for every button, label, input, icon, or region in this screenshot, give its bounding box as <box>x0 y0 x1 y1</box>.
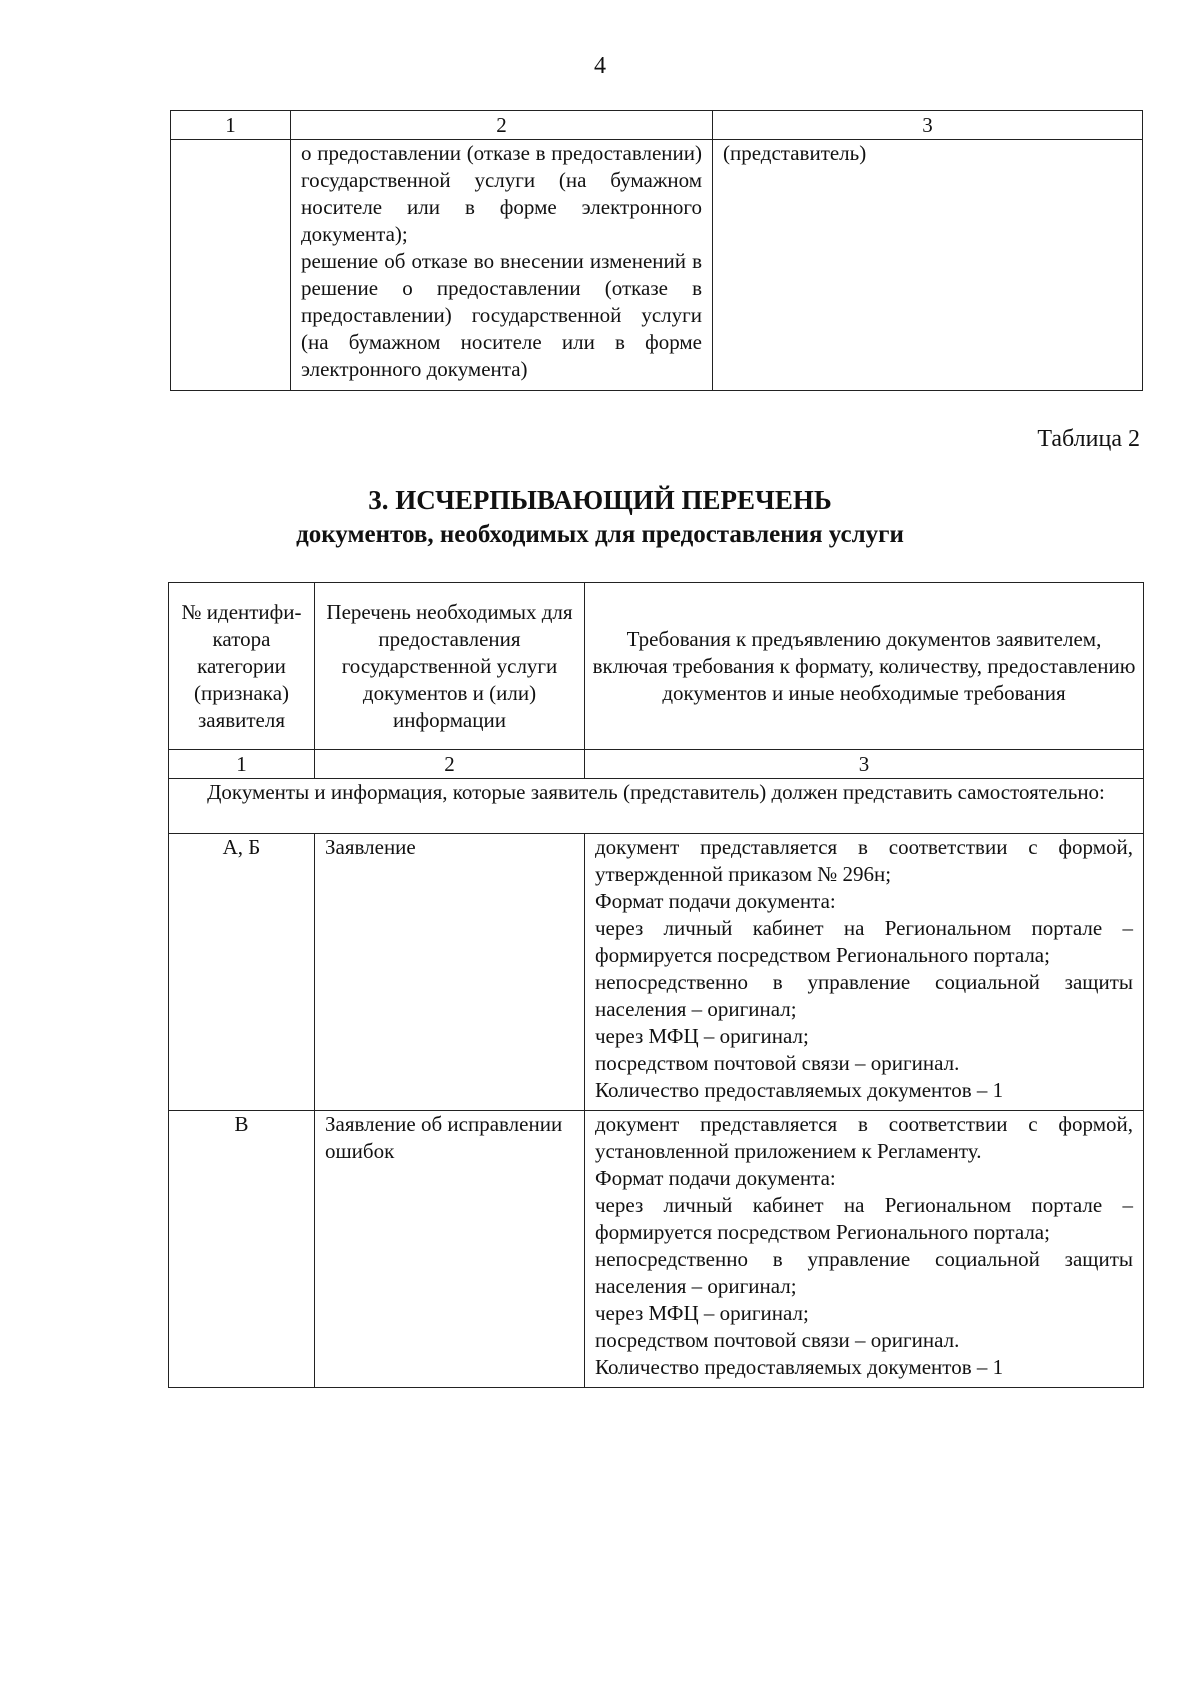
requirement-line: документ представляется в соответствии с формой, установленной приложением к Регламенту. <box>595 1112 1133 1163</box>
table-section-row <box>169 779 1144 834</box>
requirement-line: посредством почтовой связи – оригинал. <box>595 1051 960 1075</box>
table-header-row <box>169 583 1144 750</box>
requirements-cell <box>585 834 1144 1111</box>
document-cell: Заявление <box>315 834 585 1111</box>
table-number-row <box>169 750 1144 779</box>
requirements-cell <box>585 1111 1144 1388</box>
category-cell: А, Б <box>169 834 315 1111</box>
continuation-table <box>170 110 1143 391</box>
requirement-line: Количество предоставляемых документов – 1 <box>595 1355 1004 1379</box>
requirement-line: через МФЦ – оригинал; <box>595 1301 809 1325</box>
table-cell <box>171 140 291 391</box>
document-cell: Заявление об исправлении ошибок <box>315 1111 585 1388</box>
table-cell <box>291 140 713 391</box>
requirement-line: Формат подачи документа: <box>595 1166 836 1190</box>
requirement-line: непосредственно в управление социальной защиты населения – оригинал; <box>595 970 1133 1021</box>
cell-paragraph: о предоставлении (отказе в предоставлении) государственной услуги (на бумажном носителе или в форме электронного документа); <box>301 141 702 246</box>
documents-table <box>168 582 1144 1388</box>
category-cell: В <box>169 1111 315 1388</box>
table-number-row <box>171 111 1143 140</box>
column-number: 2 <box>291 111 713 140</box>
requirement-line: посредством почтовой связи – оригинал. <box>595 1328 960 1352</box>
page-number: 4 <box>594 53 606 79</box>
table-cell: (представитель) <box>713 140 1143 391</box>
table-row <box>169 1111 1144 1388</box>
section-subheading: документов, необходимых для предоставления услуги <box>296 521 904 548</box>
table-row <box>169 834 1144 1111</box>
column-number: 1 <box>169 750 315 779</box>
cell-paragraph: решение об отказе во внесении изменений в решение о предоставлении (отказе в предоставлении) государственной услуги (на бумажном носителе или в форме электронного документа) <box>301 249 702 381</box>
requirement-line: через личный кабинет на Региональном портале – формируется посредством Регионального портала; <box>595 916 1133 967</box>
column-number: 1 <box>171 111 291 140</box>
header-cell: Требования к предъявлению документов заявителем, включая требования к формату, количеству, предоставлению документов и иные необходимые требования <box>585 583 1144 750</box>
requirement-line: через личный кабинет на Региональном портале – формируется посредством Регионального портала; <box>595 1193 1133 1244</box>
column-number: 3 <box>713 111 1143 140</box>
section-title: Документы и информация, которые заявитель (представитель) должен представить самостоятельно: <box>169 779 1144 834</box>
requirement-line: Формат подачи документа: <box>595 889 836 913</box>
column-number: 3 <box>585 750 1144 779</box>
requirement-line: через МФЦ – оригинал; <box>595 1024 809 1048</box>
requirement-line: документ представляется в соответствии с формой, утвержденной приказом № 296н; <box>595 835 1133 886</box>
requirement-line: непосредственно в управление социальной защиты населения – оригинал; <box>595 1247 1133 1298</box>
requirement-line: Количество предоставляемых документов – 1 <box>595 1078 1004 1102</box>
table-caption: Таблица 2 <box>1037 426 1140 452</box>
table-row <box>171 140 1143 391</box>
header-cell: Перечень необходимых для предоставления государственной услуги документов и (или) информации <box>315 583 585 750</box>
header-cell: № идентифи-катора категории (признака) заявителя <box>169 583 315 750</box>
column-number: 2 <box>315 750 585 779</box>
section-heading: 3. ИСЧЕРПЫВАЮЩИЙ ПЕРЕЧЕНЬ <box>368 485 832 515</box>
